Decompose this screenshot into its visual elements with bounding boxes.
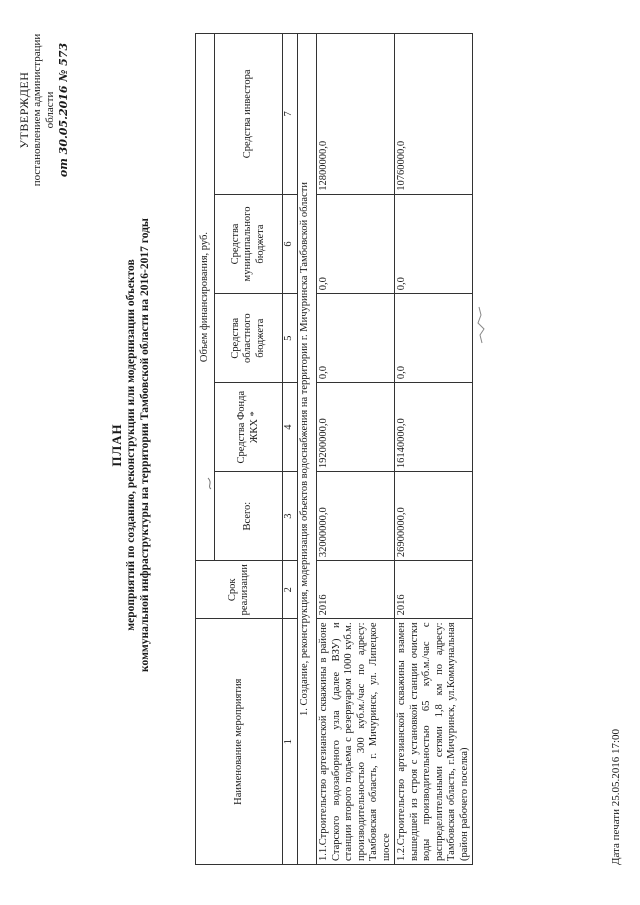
column-number: 7 <box>283 34 298 195</box>
table-row <box>317 34 395 865</box>
header-regional: Средства областного бюджета <box>215 294 283 383</box>
header-funding: Объем финансирования, руб. <box>196 34 215 561</box>
approval-title: УТВЕРЖДЕН <box>17 71 31 149</box>
row-regional: 0,0 <box>317 294 395 383</box>
row-fund: 16140000,0 <box>395 383 473 472</box>
header-term: Срок реализации <box>196 561 283 619</box>
column-number: 1 <box>283 619 298 865</box>
column-number: 6 <box>283 194 298 293</box>
approval-line: постановлением администрации области <box>31 33 56 187</box>
approval-stamp <box>18 15 70 205</box>
column-number: 4 <box>283 383 298 472</box>
document-heading <box>110 45 152 845</box>
table-row <box>395 34 473 865</box>
header-name: Наименование мероприятия <box>196 619 283 865</box>
row-total: 26900000,0 <box>395 472 473 561</box>
scan-smudge-decoration <box>470 305 490 345</box>
plan-title: ПЛАН <box>109 423 124 467</box>
column-number: 5 <box>283 294 298 383</box>
plan-table <box>195 33 473 865</box>
plan-subtitle-line1: мероприятий по созданию, реконструкции или модернизации объектов <box>125 259 137 631</box>
column-number: 2 <box>283 561 298 619</box>
row-fund: 19200000,0 <box>317 383 395 472</box>
pen-mark-decoration <box>205 476 215 490</box>
section-row <box>298 34 317 865</box>
row-total: 32000000,0 <box>317 472 395 561</box>
row-municipal: 0,0 <box>317 194 395 293</box>
row-investor: 10760000,0 <box>395 34 473 195</box>
header-investor: Средства инвестора <box>215 34 283 195</box>
row-name: 1.1.Строительство артезианской скважины в районе Старского водозаборного узла (далее ВЗУ) и станции второго подъема с резервуаром 1000 куб.м. производительностью 300 куб.м./час по адресу: Тамбовская область, г. Мичуринск, ул. Липецкое шоссе <box>317 619 395 865</box>
row-regional: 0,0 <box>395 294 473 383</box>
section-title: 1. Создание, реконструкция, модернизация объектов водоснабжения на территории г. Мичуринска Тамбовской области <box>298 34 317 865</box>
header-fund: Средства Фонда ЖКХ * <box>215 383 283 472</box>
row-term: 2016 <box>395 561 473 619</box>
approval-handwritten-date: от 30.05.2016 № 573 <box>57 42 70 178</box>
row-investor: 12800000,0 <box>317 34 395 195</box>
header-municipal: Средства муниципального бюджета <box>215 194 283 293</box>
row-term: 2016 <box>317 561 395 619</box>
row-name: 1.2.Строительство артезианской скважины взамен вышедшей из строя с установкой станции очистки воды производительностью 65 куб.м./час с распределительными сетями 1,8 км по адресу: Тамбовская область, г.Мичуринск, ул.Коммунальная (район рабочего поселка) <box>395 619 473 865</box>
plan-subtitle-line2: коммунальной инфраструктуры на территории Тамбовской области на 2016-2017 годы <box>139 218 151 672</box>
column-numbers-row <box>283 34 298 865</box>
row-municipal: 0,0 <box>395 194 473 293</box>
column-number: 3 <box>283 472 298 561</box>
table-header-row <box>196 34 215 865</box>
print-date: Дата печати 25.05.2016 17:00 <box>610 728 622 865</box>
header-total: Всего: <box>215 472 283 561</box>
